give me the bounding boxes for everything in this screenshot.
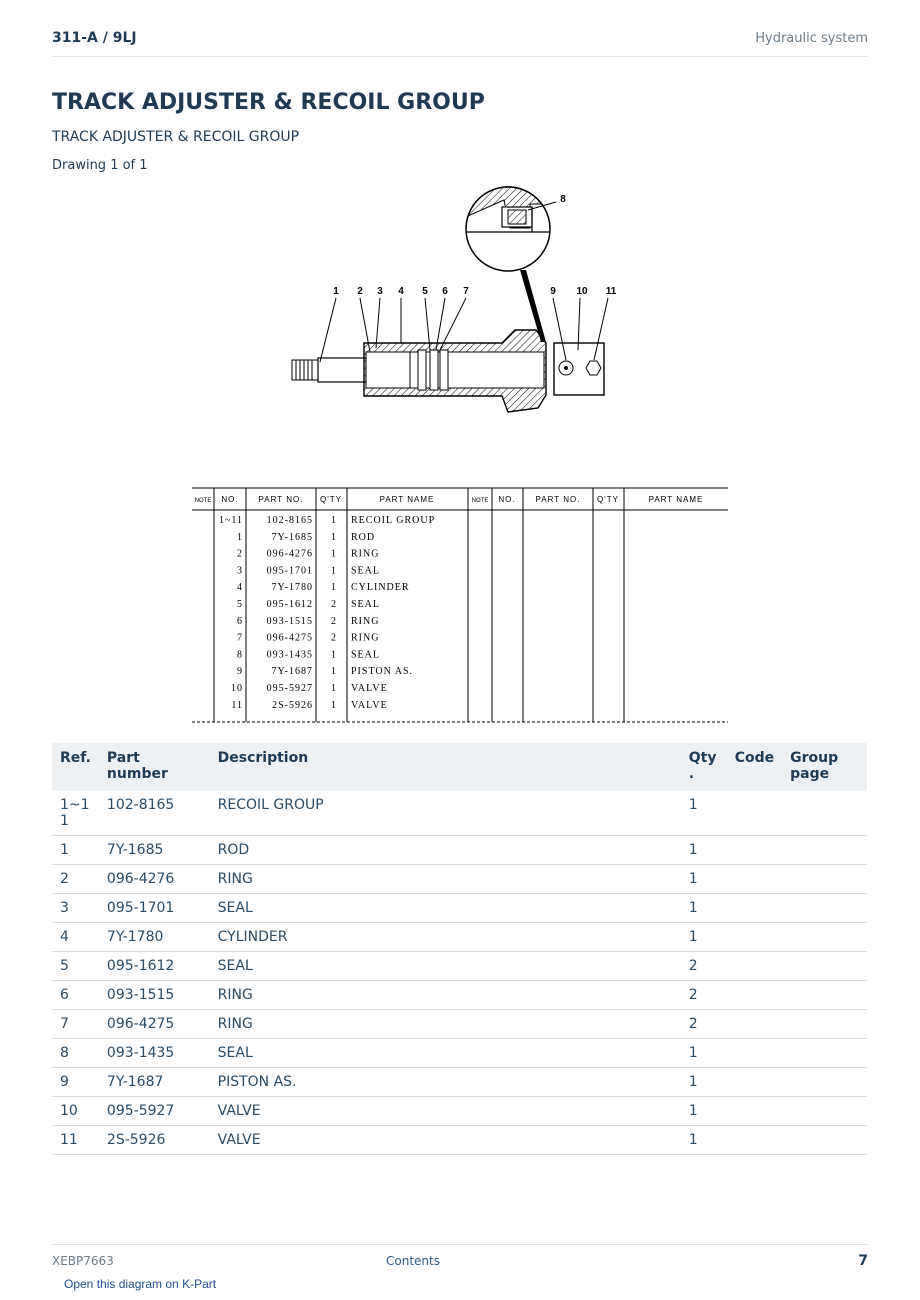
cell-code [727, 791, 782, 836]
cell-qty: 2 [681, 981, 727, 1010]
callout-5: 5 [422, 286, 428, 297]
cell-description: RECOIL GROUP [210, 791, 681, 836]
cell-part-number: 096-4275 [99, 1010, 210, 1039]
cell-ref: 11 [52, 1126, 99, 1155]
cell-code [727, 952, 782, 981]
scan-rows [219, 515, 435, 711]
cell-group-page [782, 923, 867, 952]
cell-code [727, 1010, 782, 1039]
cell-code [727, 1068, 782, 1097]
cell-qty: 1 [681, 1126, 727, 1155]
cell-code [727, 1039, 782, 1068]
model-label: 311-A / 9LJ [52, 30, 137, 46]
cell-part-number: 096-4276 [99, 865, 210, 894]
cell-ref: 5 [52, 952, 99, 981]
cell-description: PISTON AS. [210, 1068, 681, 1097]
table-row [52, 1068, 867, 1097]
cell-ref: 1~1 1 [52, 791, 99, 836]
cell-group-page [782, 894, 867, 923]
scan-cell-name: PISTON AS. [351, 666, 414, 678]
cell-part-number: 7Y-1685 [99, 836, 210, 865]
callout-4: 4 [398, 286, 404, 297]
cell-qty: 1 [681, 1097, 727, 1126]
table-row [52, 894, 867, 923]
scan-cell-qty: 1 [331, 699, 337, 711]
table-row [52, 1010, 867, 1039]
scan-cell-part: 096-4275 [266, 632, 313, 644]
cell-group-page [782, 865, 867, 894]
table-row [52, 1126, 867, 1155]
cell-ref: 1 [52, 836, 99, 865]
scan-cell-name: ROD [351, 531, 376, 543]
cell-description: VALVE [210, 1126, 681, 1155]
cell-qty: 1 [681, 1068, 727, 1097]
callout-7: 7 [463, 286, 469, 297]
cell-part-number: 7Y-1780 [99, 923, 210, 952]
cell-description: SEAL [210, 1039, 681, 1068]
rod-thread [292, 360, 318, 380]
cell-qty: 2 [681, 1010, 727, 1039]
table-row [52, 981, 867, 1010]
cell-qty: 1 [681, 923, 727, 952]
leader-lines [320, 202, 608, 362]
cell-group-page [782, 836, 867, 865]
cell-part-number: 093-1515 [99, 981, 210, 1010]
scan-header-partno-1: PART NO. [258, 495, 304, 504]
parts-table-body [52, 791, 867, 1155]
cell-description: ROD [210, 836, 681, 865]
scan-cell-no: 1 [237, 531, 243, 543]
cell-group-page [782, 1126, 867, 1155]
cell-description: RING [210, 865, 681, 894]
cell-code [727, 865, 782, 894]
group-subtitle: TRACK ADJUSTER & RECOIL GROUP [52, 129, 300, 145]
scan-cell-name: SEAL [351, 565, 380, 577]
cell-part-number: 2S-5926 [99, 1126, 210, 1155]
scan-cell-name: VALVE [351, 699, 388, 711]
scan-header-qty-1: Q'TY [320, 495, 342, 504]
scan-cell-name: RECOIL GROUP [351, 515, 436, 526]
cell-ref: 7 [52, 1010, 99, 1039]
detail-magnifier [466, 187, 550, 271]
cell-description: RING [210, 981, 681, 1010]
cell-ref: 2 [52, 865, 99, 894]
parts-table-header [52, 743, 867, 791]
callout-3: 3 [377, 286, 383, 297]
scan-cell-no: 6 [237, 615, 243, 627]
scan-cell-part: 102-8165 [266, 515, 313, 526]
cylinder-body [364, 330, 546, 412]
cell-code [727, 981, 782, 1010]
table-row [52, 952, 867, 981]
scan-cell-part: 095-1701 [266, 565, 313, 577]
callout-8: 8 [560, 194, 566, 205]
column-header-code: Code [727, 743, 782, 791]
parts-table [52, 743, 867, 1155]
table-row [52, 1097, 867, 1126]
scan-cell-name: CYLINDER [351, 582, 410, 594]
scan-header-qty-2: Q'TY [597, 495, 619, 504]
scan-cell-part: 095-5927 [266, 683, 313, 694]
table-row [52, 791, 867, 836]
callout-6: 6 [442, 286, 448, 297]
scan-cell-qty: 1 [331, 666, 337, 678]
scan-cell-no: 8 [237, 649, 243, 661]
scan-cell-no: 2 [237, 548, 243, 560]
scan-header-note-1: NOTE [194, 498, 212, 504]
cell-description: SEAL [210, 894, 681, 923]
cell-group-page [782, 1039, 867, 1068]
rod-shaft [318, 358, 366, 382]
page-footer [52, 1244, 868, 1275]
scan-cell-part: 095-1612 [266, 599, 313, 610]
cell-description: VALVE [210, 1097, 681, 1126]
page-number: 7 [858, 1253, 868, 1269]
cell-ref: 3 [52, 894, 99, 923]
table-row [52, 865, 867, 894]
cell-part-number: 095-1701 [99, 894, 210, 923]
callout-2: 2 [357, 286, 363, 297]
cell-code [727, 923, 782, 952]
document-id: XEBP7663 [52, 1254, 114, 1268]
scan-cell-no: 3 [237, 565, 243, 577]
scan-cell-qty: 1 [331, 531, 337, 543]
kpart-diagram-link[interactable]: Open this diagram on K-Part [64, 1277, 217, 1291]
cell-description: RING [210, 1010, 681, 1039]
scan-cell-no: 10 [231, 683, 243, 694]
scan-cell-qty: 2 [331, 632, 337, 644]
column-header-group-page: Group page [782, 743, 867, 791]
scan-cell-no: 4 [237, 582, 243, 594]
cell-qty: 1 [681, 836, 727, 865]
scan-header-partno-2: PART NO. [535, 495, 581, 504]
cell-group-page [782, 1068, 867, 1097]
cell-ref: 10 [52, 1097, 99, 1126]
cell-group-page [782, 791, 867, 836]
cell-description: SEAL [210, 952, 681, 981]
scanned-parts-list [192, 486, 728, 726]
scan-cell-no: 1~11 [218, 515, 243, 526]
cell-ref: 4 [52, 923, 99, 952]
cell-qty: 1 [681, 791, 727, 836]
cell-qty: 1 [681, 865, 727, 894]
scan-cell-part: 7Y-1687 [271, 666, 313, 678]
exploded-parts-diagram [270, 180, 650, 425]
callout-11: 11 [605, 286, 617, 297]
scan-cell-name: RING [351, 632, 380, 644]
scan-cell-name: RING [351, 548, 380, 560]
scan-cell-qty: 1 [331, 548, 337, 560]
scan-cell-name: SEAL [351, 649, 380, 661]
scan-header-no-1: NO. [221, 495, 239, 504]
table-row [52, 923, 867, 952]
section-label: Hydraulic system [755, 31, 868, 46]
cell-group-page [782, 1010, 867, 1039]
cell-description: CYLINDER [210, 923, 681, 952]
scan-cell-name: SEAL [351, 599, 380, 610]
cell-group-page [782, 1097, 867, 1126]
scan-cell-qty: 1 [331, 582, 337, 594]
cell-part-number: 7Y-1687 [99, 1068, 210, 1097]
column-header-qty: Qty . [681, 743, 727, 791]
cell-code [727, 1097, 782, 1126]
page-title: TRACK ADJUSTER & RECOIL GROUP [52, 90, 485, 115]
column-header-part-number: Part number [99, 743, 210, 791]
cell-code [727, 836, 782, 865]
callout-9: 9 [550, 286, 556, 297]
scan-cell-qty: 1 [331, 565, 337, 577]
scan-header-no-2: NO. [498, 495, 516, 504]
scan-header-note-2: NOTE [471, 498, 489, 504]
scan-cell-no: 11 [231, 699, 243, 711]
scan-cell-qty: 2 [331, 615, 337, 627]
cell-part-number: 095-5927 [99, 1097, 210, 1126]
callout-10: 10 [576, 286, 588, 297]
cell-qty: 2 [681, 952, 727, 981]
callout-1: 1 [333, 286, 339, 297]
column-header-description: Description [210, 743, 681, 791]
cell-part-number: 102-8165 [99, 791, 210, 836]
cell-qty: 1 [681, 1039, 727, 1068]
cell-qty: 1 [681, 894, 727, 923]
scan-cell-part: 093-1515 [266, 615, 313, 627]
cell-group-page [782, 952, 867, 981]
cell-ref: 6 [52, 981, 99, 1010]
cell-code [727, 894, 782, 923]
table-row [52, 1039, 867, 1068]
cell-ref: 9 [52, 1068, 99, 1097]
scan-cell-part: 096-4276 [266, 548, 313, 560]
cell-ref: 8 [52, 1039, 99, 1068]
column-header-ref: Ref. [52, 743, 99, 791]
cell-group-page [782, 981, 867, 1010]
scan-cell-qty: 2 [331, 599, 337, 610]
drawing-counter: Drawing 1 of 1 [52, 158, 148, 173]
scan-cell-name: VALVE [351, 683, 388, 694]
scan-header-name-1: PART NAME [379, 495, 435, 504]
scan-header-name-2: PART NAME [648, 495, 704, 504]
contents-link[interactable]: Contents [386, 1254, 440, 1268]
page-header [52, 28, 868, 57]
scan-cell-no: 9 [237, 666, 243, 678]
cell-part-number: 093-1435 [99, 1039, 210, 1068]
cell-part-number: 095-1612 [99, 952, 210, 981]
scan-cell-qty: 1 [331, 683, 337, 694]
scan-cell-name: RING [351, 615, 380, 627]
scan-cell-qty: 1 [331, 515, 337, 526]
scan-cell-part: 7Y-1685 [271, 531, 313, 543]
scan-cell-part: 2S-5926 [272, 699, 313, 711]
cell-code [727, 1126, 782, 1155]
table-row [52, 836, 867, 865]
scan-cell-qty: 1 [331, 649, 337, 661]
scan-cell-no: 7 [237, 632, 243, 644]
scan-cell-part: 093-1435 [266, 649, 313, 661]
scan-cell-no: 5 [237, 599, 243, 610]
scan-cell-part: 7Y-1780 [271, 582, 313, 594]
